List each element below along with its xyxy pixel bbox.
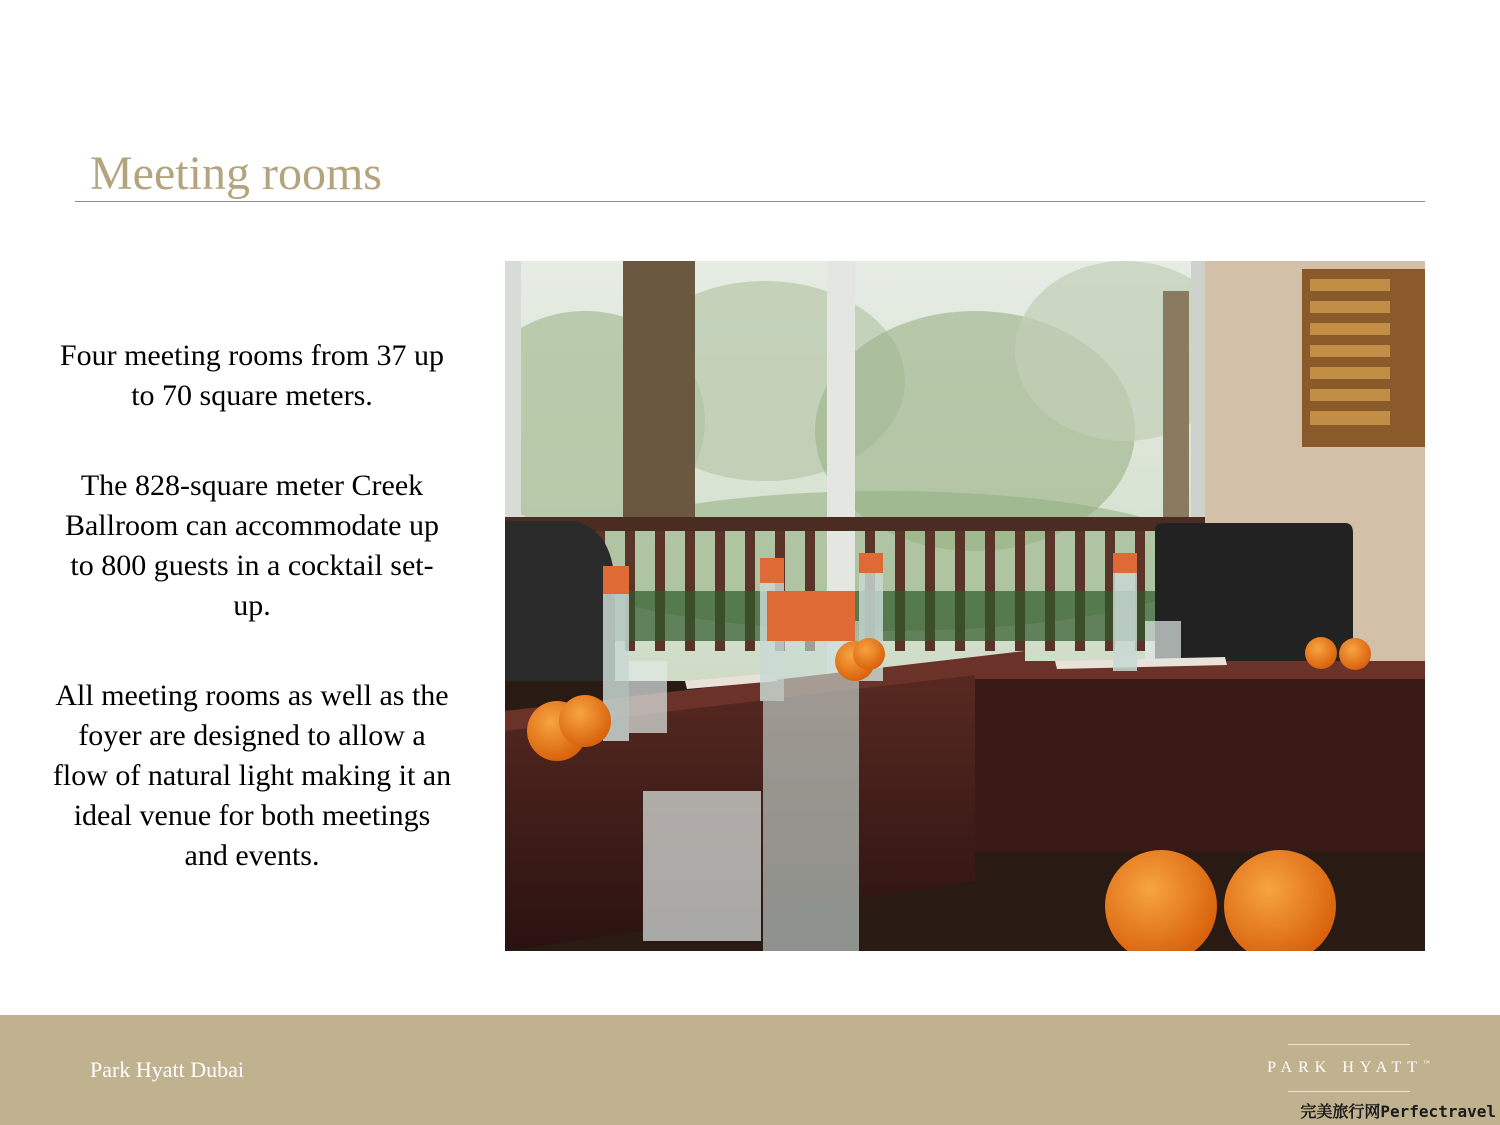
paragraph-natural-light: All meeting rooms as well as the foyer are designed to allow a flow of natural light making it an ideal venue for both meetings and events.: [52, 679, 452, 872]
body-text: [52, 336, 452, 926]
logo-wordmark: [1261, 1059, 1436, 1077]
logo-text: PARK HYATT: [1267, 1059, 1423, 1076]
paragraph-ballroom: The 828-square meter Creek Ballroom can accommodate up to 800 guests in a cocktail set-up.: [64, 469, 440, 622]
title-divider: [75, 201, 1425, 202]
logo-bottom-line: [1288, 1091, 1410, 1092]
property-name: Park Hyatt Dubai: [90, 1057, 244, 1082]
logo-top-line: [1288, 1044, 1410, 1045]
site-watermark: 完美旅行网Perfectravel: [1300, 1102, 1496, 1121]
slide-title: Meeting rooms: [90, 147, 382, 201]
paragraph-meeting-rooms: Four meeting rooms from 37 up to 70 square meters.: [59, 339, 445, 412]
park-hyatt-logo: [1261, 1043, 1436, 1095]
meeting-room-photo: [505, 261, 1425, 951]
footer-band: [0, 1015, 1500, 1125]
trademark-symbol: ™: [1423, 1059, 1430, 1067]
